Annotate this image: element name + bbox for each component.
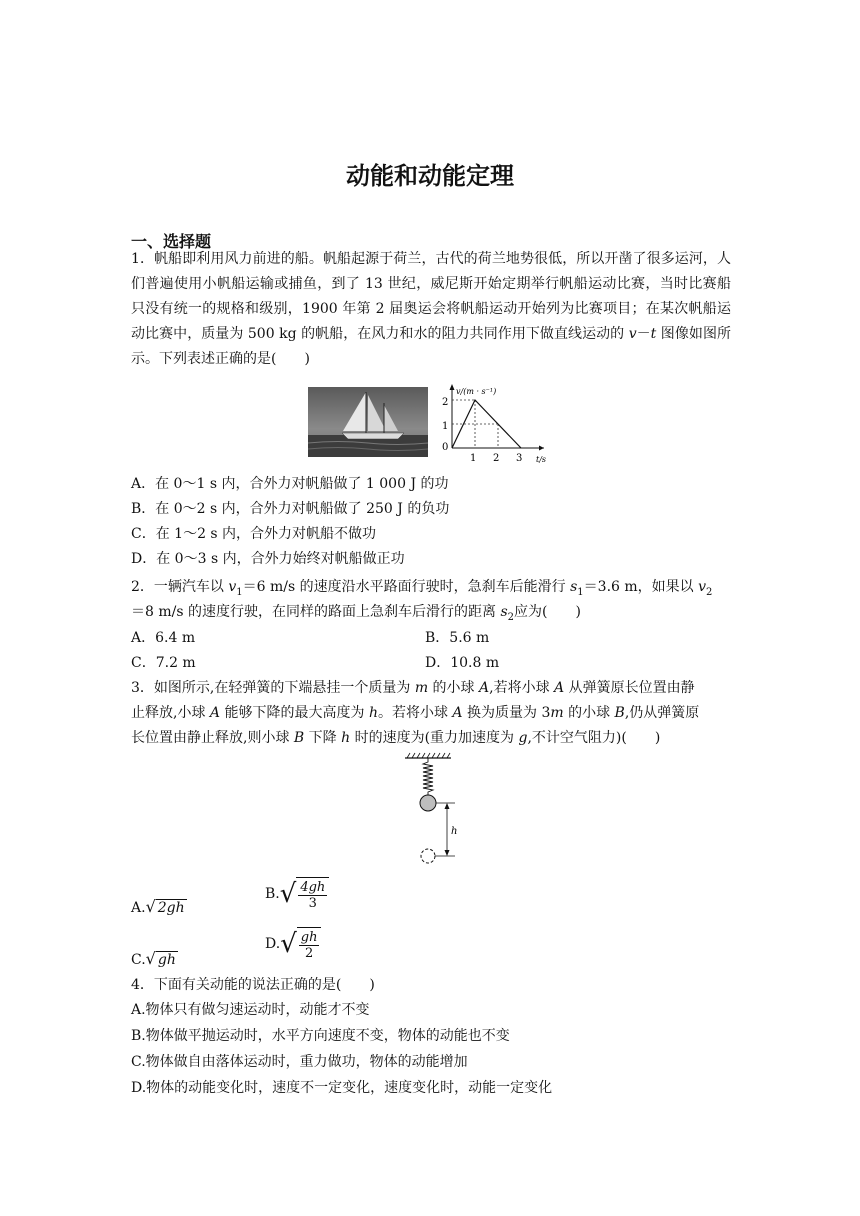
q3-text: 长位置由静止释放,则小球 [131, 730, 294, 746]
spring-ball-figure [395, 752, 475, 872]
sqrt-icon: √ [145, 897, 156, 916]
q3-var: A [452, 705, 463, 721]
x-tick-1: 1 [470, 453, 477, 464]
q2-option-b: B．5.6 m [425, 630, 490, 646]
question-3-line-3 [131, 728, 660, 748]
q3-var: h [341, 730, 351, 746]
q2-option-d: D．10.8 m [425, 655, 500, 671]
q2-text: 2．一辆汽车以 [131, 579, 229, 595]
q3-option-b-denominator: 3 [308, 896, 317, 911]
q2-option-c: C．7.2 m [131, 655, 196, 671]
q2-text: ＝3.6 m，如果以 [583, 579, 699, 595]
q2-sub-1: 1 [236, 586, 243, 598]
question-3-line-1 [131, 678, 695, 698]
q3-var: A [479, 680, 490, 696]
x-axis-arrow [539, 446, 544, 451]
q2-var-s: s [500, 604, 508, 620]
q3-text: 下降 [304, 730, 342, 746]
question-3-line-2 [131, 703, 699, 723]
q3-option-a-prefix: A. [131, 900, 146, 916]
question-1-stem [131, 247, 731, 372]
q2-text: 应为( ) [514, 604, 581, 620]
q3-option-d-radicand [297, 927, 322, 961]
q3-option-d-numerator: gh [300, 930, 318, 945]
y-axis-label: v/(m · s⁻¹) [456, 387, 497, 396]
q2-var-s: s [570, 579, 578, 595]
q3-option-b-numerator: 4gh [300, 880, 326, 895]
velocity-time-graph [432, 380, 552, 466]
q3-var: g [518, 730, 528, 746]
question-2-line-2 [131, 602, 581, 628]
page-title: 动能和动能定理 [346, 162, 514, 190]
q3-var: m [414, 680, 429, 696]
q1-option-a: A．在 0～1 s 内，合外力对帆船做了 1 000 J 的功 [131, 476, 449, 492]
q3-text: ,仍从弹簧原 [624, 705, 700, 721]
q3-option-d-denominator: 2 [304, 946, 314, 961]
q3-text: 止释放,小球 [131, 705, 210, 721]
q3-option-a-radicand: 2gh [157, 900, 185, 916]
q3-option-b [265, 872, 329, 916]
q3-option-d-prefix: D. [265, 936, 281, 952]
q1-option-b: B．在 0～2 s 内，合外力对帆船做了 250 J 的负功 [131, 501, 450, 517]
q2-text: ＝8 m/s 的速度行驶，在同样的路面上急刹车后滑行的距离 [131, 604, 501, 620]
x-tick-2: 2 [493, 453, 500, 464]
q3-var: B [293, 730, 305, 746]
q3-text: 能够下降的最大高度为 [220, 705, 369, 721]
ball-a [420, 795, 436, 811]
q3-option-c-radicand: gh [157, 952, 176, 968]
q3-option-a [131, 897, 187, 916]
q1-option-d: D．在 0～3 s 内，合外力始终对帆船做正功 [131, 551, 405, 567]
spring [423, 758, 433, 795]
q4-option-c: C.物体做自由落体运动时，重力做功，物体的动能增加 [131, 1054, 468, 1070]
q2-option-a: A．6.4 m [131, 630, 196, 646]
section-heading: 一、选择题 [131, 232, 212, 251]
q3-text: 从弹簧原长位置由静 [564, 680, 695, 696]
q3-text: ,若将小球 [489, 680, 555, 696]
q2-sub-2: 2 [706, 586, 713, 598]
q3-text: 3．如图所示,在轻弹簧的下端悬挂一个质量为 [131, 680, 415, 696]
q3-text: 的小球 [428, 680, 479, 696]
sqrt-icon: √ [280, 929, 297, 959]
q3-var: B [614, 705, 625, 721]
x-axis-label: t/s [536, 455, 547, 464]
y-tick-0: 0 [442, 442, 449, 453]
q2-text: ＝6 m/s 的速度沿水平路面行驶时，急刹车后能滑行 [242, 579, 571, 595]
q3-option-c-prefix: C. [131, 952, 146, 968]
q2-var-v: v [698, 579, 707, 595]
y-tick-1: 1 [442, 421, 449, 432]
q2-var-v: v [228, 579, 237, 595]
x-tick-3: 3 [516, 453, 523, 464]
q3-var: h [368, 705, 378, 721]
height-arrow-up [445, 803, 450, 809]
q1-text: 1．帆船即利用风力前进的船。帆船起源于荷兰，古代的荷兰地势很低，所以开凿了很多运河，人们普遍使用小帆船运输或捕鱼，到了 13 世纪，威尼斯开始定期举行帆船运动比赛，当时比赛船只没有统一的规格和级别，1900 年第 2 届奥运会将帆船运动开始列为比赛项目；在某次帆船运动比赛中，质量为 500 kg 的帆船，在风力和水的阻力共同作用下做直线运动的 [131, 251, 731, 342]
y-tick-2: 2 [442, 397, 449, 408]
q2-sub-2: 2 [507, 611, 514, 623]
q3-text: 。若将小球 [377, 705, 453, 721]
q3-var: A [554, 680, 565, 696]
q3-option-b-radicand [296, 877, 329, 911]
q4-option-b: B.物体做平抛运动时，水平方向速度不变，物体的动能也不变 [131, 1028, 510, 1044]
ball-lowest-position [421, 849, 435, 863]
q3-var: m [550, 705, 564, 721]
q3-option-b-prefix: B. [265, 886, 280, 902]
q1-var-t: t [650, 326, 657, 342]
y-axis-arrow [450, 384, 455, 390]
q1-var-v: v [628, 326, 637, 342]
q3-text: 换为质量为 3 [462, 705, 551, 721]
q3-text: 时的速度为(重力加速度为 [350, 730, 519, 746]
question-2-line-1 [131, 577, 712, 603]
sailboat-photo [308, 387, 428, 457]
q3-option-c [131, 949, 178, 968]
q2-sub-1: 1 [577, 586, 584, 598]
q4-option-d: D.物体的动能变化时，速度不一定变化，速度变化时，动能一定变化 [131, 1080, 553, 1096]
sqrt-icon: √ [145, 949, 156, 968]
q1-text-end: 图像如图所示。下列表述正确的是( ) [131, 326, 731, 367]
question-4-stem: 4．下面有关动能的说法正确的是( ) [131, 977, 375, 993]
q3-text: 的小球 [563, 705, 615, 721]
q3-text: ,不计空气阻力)( ) [527, 730, 661, 746]
q1-minus: － [636, 326, 651, 342]
q4-option-a: A.物体只有做匀速运动时，动能才不变 [131, 1002, 370, 1018]
q1-option-c: C．在 1～2 s 内，合外力对帆船不做功 [131, 526, 377, 542]
q3-option-d [265, 922, 321, 966]
height-label: h [451, 826, 458, 837]
q3-var: A [209, 705, 221, 721]
ceiling-hatch [407, 753, 450, 758]
sqrt-icon: √ [279, 879, 297, 909]
height-arrow-down [445, 850, 450, 856]
velocity-series-line [452, 400, 521, 448]
